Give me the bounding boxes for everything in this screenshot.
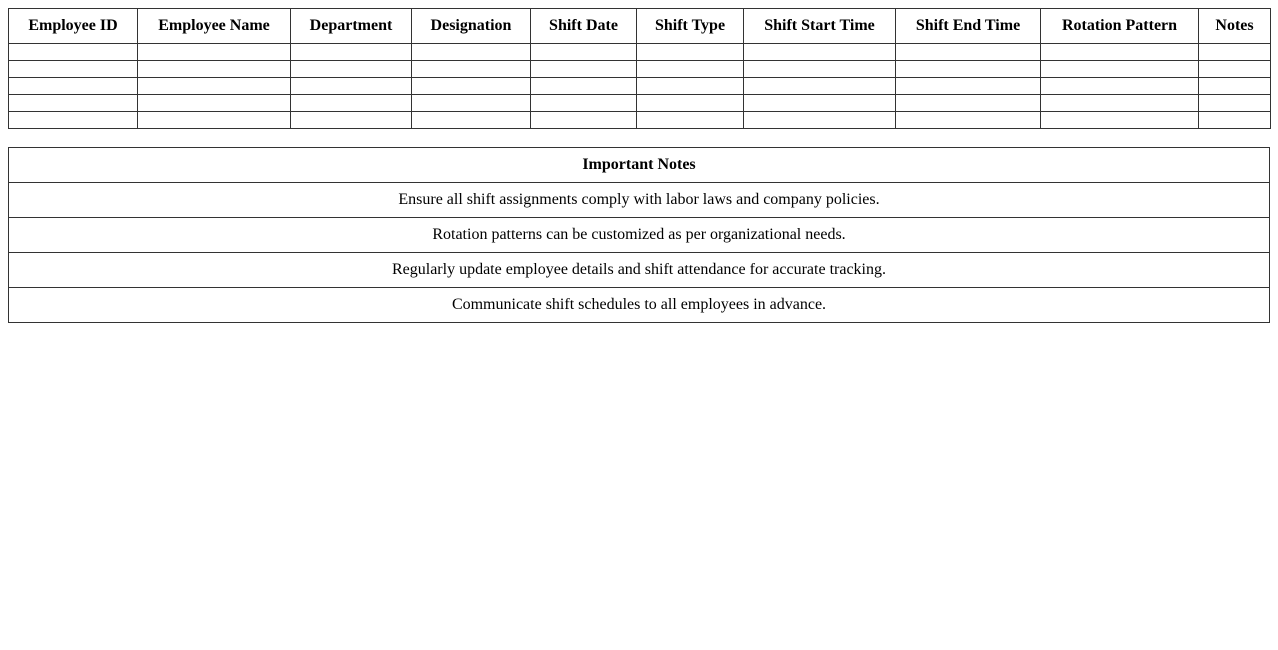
note-row xyxy=(9,183,1270,218)
header-employee-id: Employee ID xyxy=(9,9,138,44)
table-cell[interactable] xyxy=(637,78,744,95)
table-cell[interactable] xyxy=(637,112,744,129)
table-cell[interactable] xyxy=(637,44,744,61)
table-cell[interactable] xyxy=(138,95,291,112)
note-item: Communicate shift schedules to all employees in advance. xyxy=(9,288,1270,323)
table-cell[interactable] xyxy=(531,61,637,78)
table-body xyxy=(9,44,1271,129)
header-rotation-pattern: Rotation Pattern xyxy=(1041,9,1199,44)
table-cell[interactable] xyxy=(1041,44,1199,61)
table-cell[interactable] xyxy=(1199,95,1271,112)
table-row xyxy=(9,78,1271,95)
header-shift-type: Shift Type xyxy=(637,9,744,44)
table-cell[interactable] xyxy=(9,44,138,61)
note-row xyxy=(9,218,1270,253)
header-notes: Notes xyxy=(1199,9,1271,44)
table-cell[interactable] xyxy=(1041,78,1199,95)
table-cell[interactable] xyxy=(291,78,412,95)
table-cell[interactable] xyxy=(531,112,637,129)
table-cell[interactable] xyxy=(291,44,412,61)
table-cell[interactable] xyxy=(9,95,138,112)
header-department: Department xyxy=(291,9,412,44)
notes-title: Important Notes xyxy=(9,148,1270,183)
table-cell[interactable] xyxy=(412,61,531,78)
table-cell[interactable] xyxy=(1199,78,1271,95)
table-cell[interactable] xyxy=(138,44,291,61)
table-header-row xyxy=(9,9,1271,44)
table-cell[interactable] xyxy=(744,112,896,129)
table-row xyxy=(9,95,1271,112)
table-cell[interactable] xyxy=(412,78,531,95)
table-cell[interactable] xyxy=(138,78,291,95)
table-cell[interactable] xyxy=(9,78,138,95)
table-cell[interactable] xyxy=(744,95,896,112)
table-cell[interactable] xyxy=(896,95,1041,112)
header-shift-date: Shift Date xyxy=(531,9,637,44)
header-shift-end-time: Shift End Time xyxy=(896,9,1041,44)
table-cell[interactable] xyxy=(412,95,531,112)
table-cell[interactable] xyxy=(291,61,412,78)
table-cell[interactable] xyxy=(531,44,637,61)
table-row xyxy=(9,61,1271,78)
table-cell[interactable] xyxy=(637,95,744,112)
note-row xyxy=(9,253,1270,288)
header-employee-name: Employee Name xyxy=(138,9,291,44)
table-cell[interactable] xyxy=(637,61,744,78)
table-cell[interactable] xyxy=(1041,112,1199,129)
table-cell[interactable] xyxy=(1199,44,1271,61)
note-item: Ensure all shift assignments comply with labor laws and company policies. xyxy=(9,183,1270,218)
table-cell[interactable] xyxy=(896,61,1041,78)
notes-header-row xyxy=(9,148,1270,183)
table-cell[interactable] xyxy=(291,112,412,129)
table-cell[interactable] xyxy=(1199,112,1271,129)
table-cell[interactable] xyxy=(9,112,138,129)
table-cell[interactable] xyxy=(531,78,637,95)
table-cell[interactable] xyxy=(744,78,896,95)
note-item: Rotation patterns can be customized as per organizational needs. xyxy=(9,218,1270,253)
important-notes-table xyxy=(8,147,1270,323)
table-cell[interactable] xyxy=(744,44,896,61)
table-cell[interactable] xyxy=(291,95,412,112)
table-cell[interactable] xyxy=(412,112,531,129)
table-cell[interactable] xyxy=(1041,95,1199,112)
table-cell[interactable] xyxy=(896,112,1041,129)
table-cell[interactable] xyxy=(744,61,896,78)
table-row xyxy=(9,44,1271,61)
table-row xyxy=(9,112,1271,129)
header-shift-start-time: Shift Start Time xyxy=(744,9,896,44)
table-cell[interactable] xyxy=(896,44,1041,61)
shift-schedule-table xyxy=(8,8,1271,129)
table-cell[interactable] xyxy=(896,78,1041,95)
table-cell[interactable] xyxy=(1041,61,1199,78)
header-designation: Designation xyxy=(412,9,531,44)
note-item: Regularly update employee details and shift attendance for accurate tracking. xyxy=(9,253,1270,288)
table-cell[interactable] xyxy=(138,61,291,78)
note-row xyxy=(9,288,1270,323)
table-cell[interactable] xyxy=(412,44,531,61)
table-cell[interactable] xyxy=(138,112,291,129)
table-cell[interactable] xyxy=(531,95,637,112)
table-cell[interactable] xyxy=(1199,61,1271,78)
table-cell[interactable] xyxy=(9,61,138,78)
page-content xyxy=(8,8,1270,323)
